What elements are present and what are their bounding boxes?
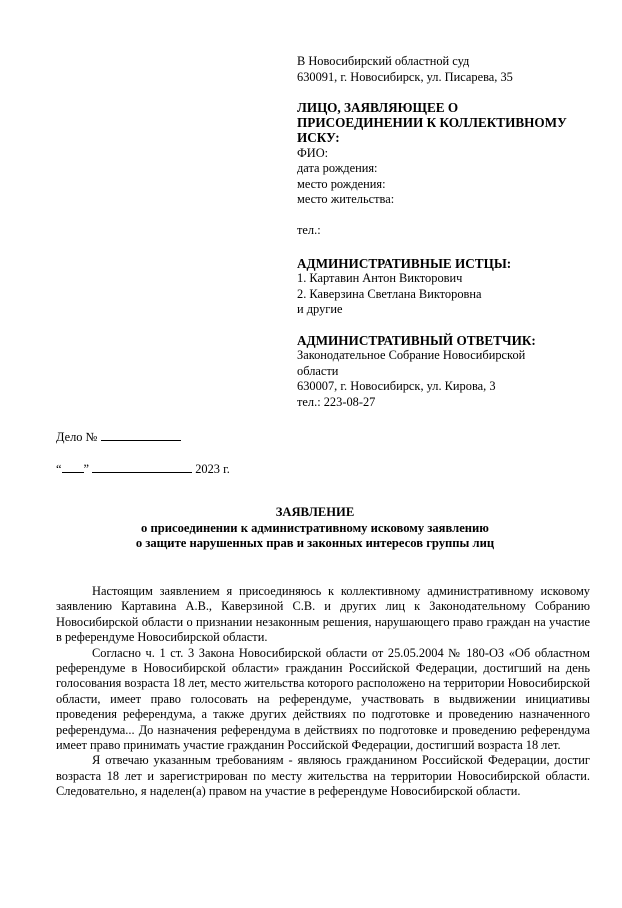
applicant-heading-line-1: ЛИЦО, ЗАЯВЛЯЮЩЕЕ О [297,100,459,115]
date-close-quote: ” [83,462,89,476]
plaintiff-item: 2. Каверзина Светлана Викторовна [297,286,482,301]
applicant-birth-place: место рождения: [297,176,386,191]
defendant-line: области [297,363,339,378]
plaintiff-item: и другие [297,302,343,317]
case-number-blank [101,428,181,441]
title-main: ЗАЯВЛЕНИЕ [275,505,355,519]
defendant-heading: АДМИНИСТРАТИВНЫЙ ОТВЕТЧИК: [297,333,536,348]
applicant-residence: место жительства: [297,192,395,207]
title-line-2: о присоединении к административному исковому заявлению [141,520,489,535]
plaintiff-item: 1. Картавин Антон Викторович [297,271,463,286]
body-paragraph-1: Настоящим заявлением я присоединяюсь к коллективному административному исковому заявлению Картавина А.В., Каверзиной С.В. и других лиц к Законодательному Собранию Новосибирской области о признании незаконным решения, нарушающего право граждан на участие в референдуме Новосибирской области. [56,584,590,645]
defendant-line: тел.: 223-08-27 [297,394,376,409]
day-blank [62,460,84,473]
case-number-line [56,428,181,446]
applicant-heading-line-3: ИСКУ: [297,130,340,146]
document-body [56,584,590,800]
date-open-quote: “ [56,462,62,476]
document-title [60,505,570,552]
court-address: 630091, г. Новосибирск, ул. Писарева, 35 [297,69,513,84]
court-name: В Новосибирский областной суд [297,54,470,68]
month-blank [92,460,192,473]
body-paragraph-3: Я отвечаю указанным требованиям - являюсь гражданином Российской Федерации, достиг возраста 18 лет и зарегистрирован по месту жительства на территории Новосибирской области. Следовательно, я наделен(а) правом на участие в референдуме Новосибирской области. [56,753,590,799]
plaintiffs-block [297,256,597,318]
applicant-fio: ФИО: [297,145,329,160]
defendant-block [297,333,597,411]
defendant-line: Законодательное Собрание Новосибирской [297,348,526,363]
date-line [56,460,230,478]
applicant-block [297,100,597,239]
court-address-block [297,54,597,85]
body-paragraph-2: Согласно ч. 1 ст. 3 Закона Новосибирской области от 25.05.2004 № 180-ОЗ «Об областном референдуме в Новосибирской области» гражданин Российской Федерации, достигший на день голосования возраста 18 лет, место жительства которого расположено на территории Новосибирской области, имеет право голосовать на референдуме, участвовать в выдвижении инициативы проведения референдума, а также других действиях по подготовке и проведению назначенного референдума... До назначения референдума в действиях по подготовке и проведению референдума имеет право принимать участие гражданин Российской Федерации, достигший возраста 18 лет. [56,645,590,753]
defendant-line: 630007, г. Новосибирск, ул. Кирова, 3 [297,379,496,394]
case-number-label: Дело № [56,430,98,444]
applicant-birth-date: дата рождения: [297,161,378,176]
title-line-3: о защите нарушенных прав и законных интересов группы лиц [135,536,495,551]
applicant-heading-line-2: ПРИСОЕДИНЕНИИ К КОЛЛЕКТИВНОМУ [297,115,567,131]
applicant-phone: тел.: [297,222,321,237]
date-year: 2023 г. [195,462,230,476]
plaintiffs-heading: АДМИНИСТРАТИВНЫЕ ИСТЦЫ: [297,256,512,271]
